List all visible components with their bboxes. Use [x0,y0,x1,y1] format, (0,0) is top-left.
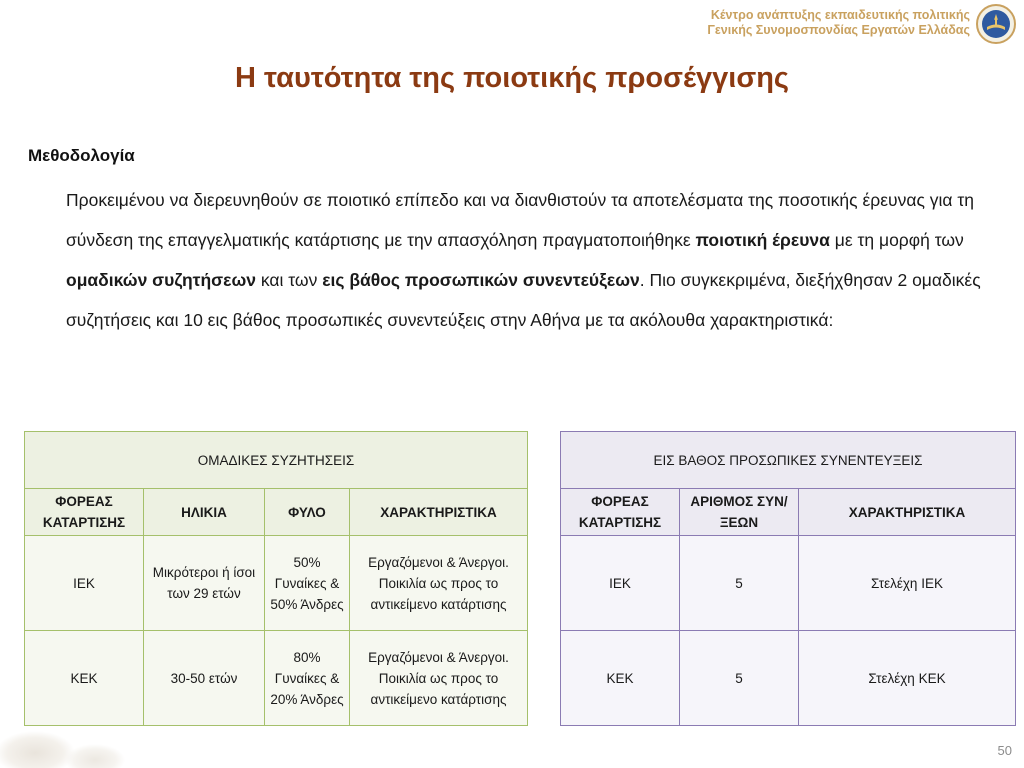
paragraph-bold-1: ποιοτική έρευνα [695,230,830,250]
column-header: ΧΑΡΑΚΤΗΡΙΣΤΙΚΑ [799,489,1016,536]
table-row [561,631,1016,726]
table-caption: ΟΜΑΔΙΚΕΣ ΣΥΖΗΤΗΣΕΙΣ [25,432,528,489]
paragraph-text-2: με τη μορφή των [829,230,964,250]
page-number: 50 [997,743,1012,758]
table-row [25,536,528,631]
table-row [561,536,1016,631]
table-cell: ΚΕΚ [25,631,144,726]
page-title: Η ταυτότητα της ποιοτικής προσέγγισης [235,62,789,94]
table-cell: Στελέχη ΚΕΚ [799,631,1016,726]
table-cell: ΚΕΚ [561,631,680,726]
table-cell: 80% Γυναίκες & 20% Άνδρες [265,631,350,726]
paragraph-text-4: . Πιο συγκεκριμένα, διεξήχθησαν 2 ομαδικές συζητήσεις και 10 εις βάθος προσωπικές συνεντεύξεις στην Αθήνα με τα ακόλουθα χαρακτηριστικά: [66,270,981,330]
table-cell: 30-50 ετών [144,631,265,726]
organization-line-1: Κέντρο ανάπτυξης εκπαιδευτικής πολιτικής [710,8,970,22]
organization-name [707,8,970,38]
column-header: ΦΟΡΕΑΣ ΚΑΤΑΡΤΙΣΗΣ [561,489,680,536]
table-cell: 5 [680,631,799,726]
book-emblem-icon [976,4,1016,44]
methodology-paragraph [66,180,996,340]
table-cell: Στελέχη ΙΕΚ [799,536,1016,631]
paragraph-text-1: Προκειμένου να διερευνηθούν σε ποιοτικό επίπεδο και να διανθιστούν τα αποτελέσματα της ποσοτικής έρευνας για τη σύνδεση της επαγγελματικής κατάρτισης με την απασχόληση πραγματοποιήθηκε [66,190,975,250]
interviews-table [560,431,1016,726]
table-cell: Μικρότεροι ή ίσοι των 29 ετών [144,536,265,631]
group-discussions-table [24,431,528,726]
section-heading: Μεθοδολογία [28,146,135,165]
paragraph-bold-2: ομαδικών συζητήσεων [66,270,256,290]
table-cell: Εργαζόμενοι & Άνεργοι. Ποικιλία ως προς το αντικείμενο κατάρτισης [350,536,528,631]
column-header: ΧΑΡΑΚΤΗΡΙΣΤΙΚΑ [350,489,528,536]
table-cell: 5 [680,536,799,631]
paragraph-bold-3: εις βάθος προσωπικών συνεντεύξεων [322,270,640,290]
table-cell: Εργαζόμενοι & Άνεργοι. Ποικιλία ως προς το αντικείμενο κατάρτισης [350,631,528,726]
column-header: ΑΡΙΘΜΟΣ ΣΥΝ/ΞΕΩΝ [680,489,799,536]
table-cell: ΙΕΚ [25,536,144,631]
organization-line-2: Γενικής Συνομοσπονδίας Εργατών Ελλάδας [707,23,970,37]
table-cell: ΙΕΚ [561,536,680,631]
table-row [25,631,528,726]
paragraph-text-3: και των [255,270,323,290]
column-header: ΦΟΡΕΑΣ ΚΑΤΑΡΤΙΣΗΣ [25,489,144,536]
column-header: ΗΛΙΚΙΑ [144,489,265,536]
table-caption: ΕΙΣ ΒΑΘΟΣ ΠΡΟΣΩΠΙΚΕΣ ΣΥΝΕΝΤΕΥΞΕΙΣ [561,432,1016,489]
column-header: ΦΥΛΟ [265,489,350,536]
table-cell: 50% Γυναίκες & 50% Άνδρες [265,536,350,631]
